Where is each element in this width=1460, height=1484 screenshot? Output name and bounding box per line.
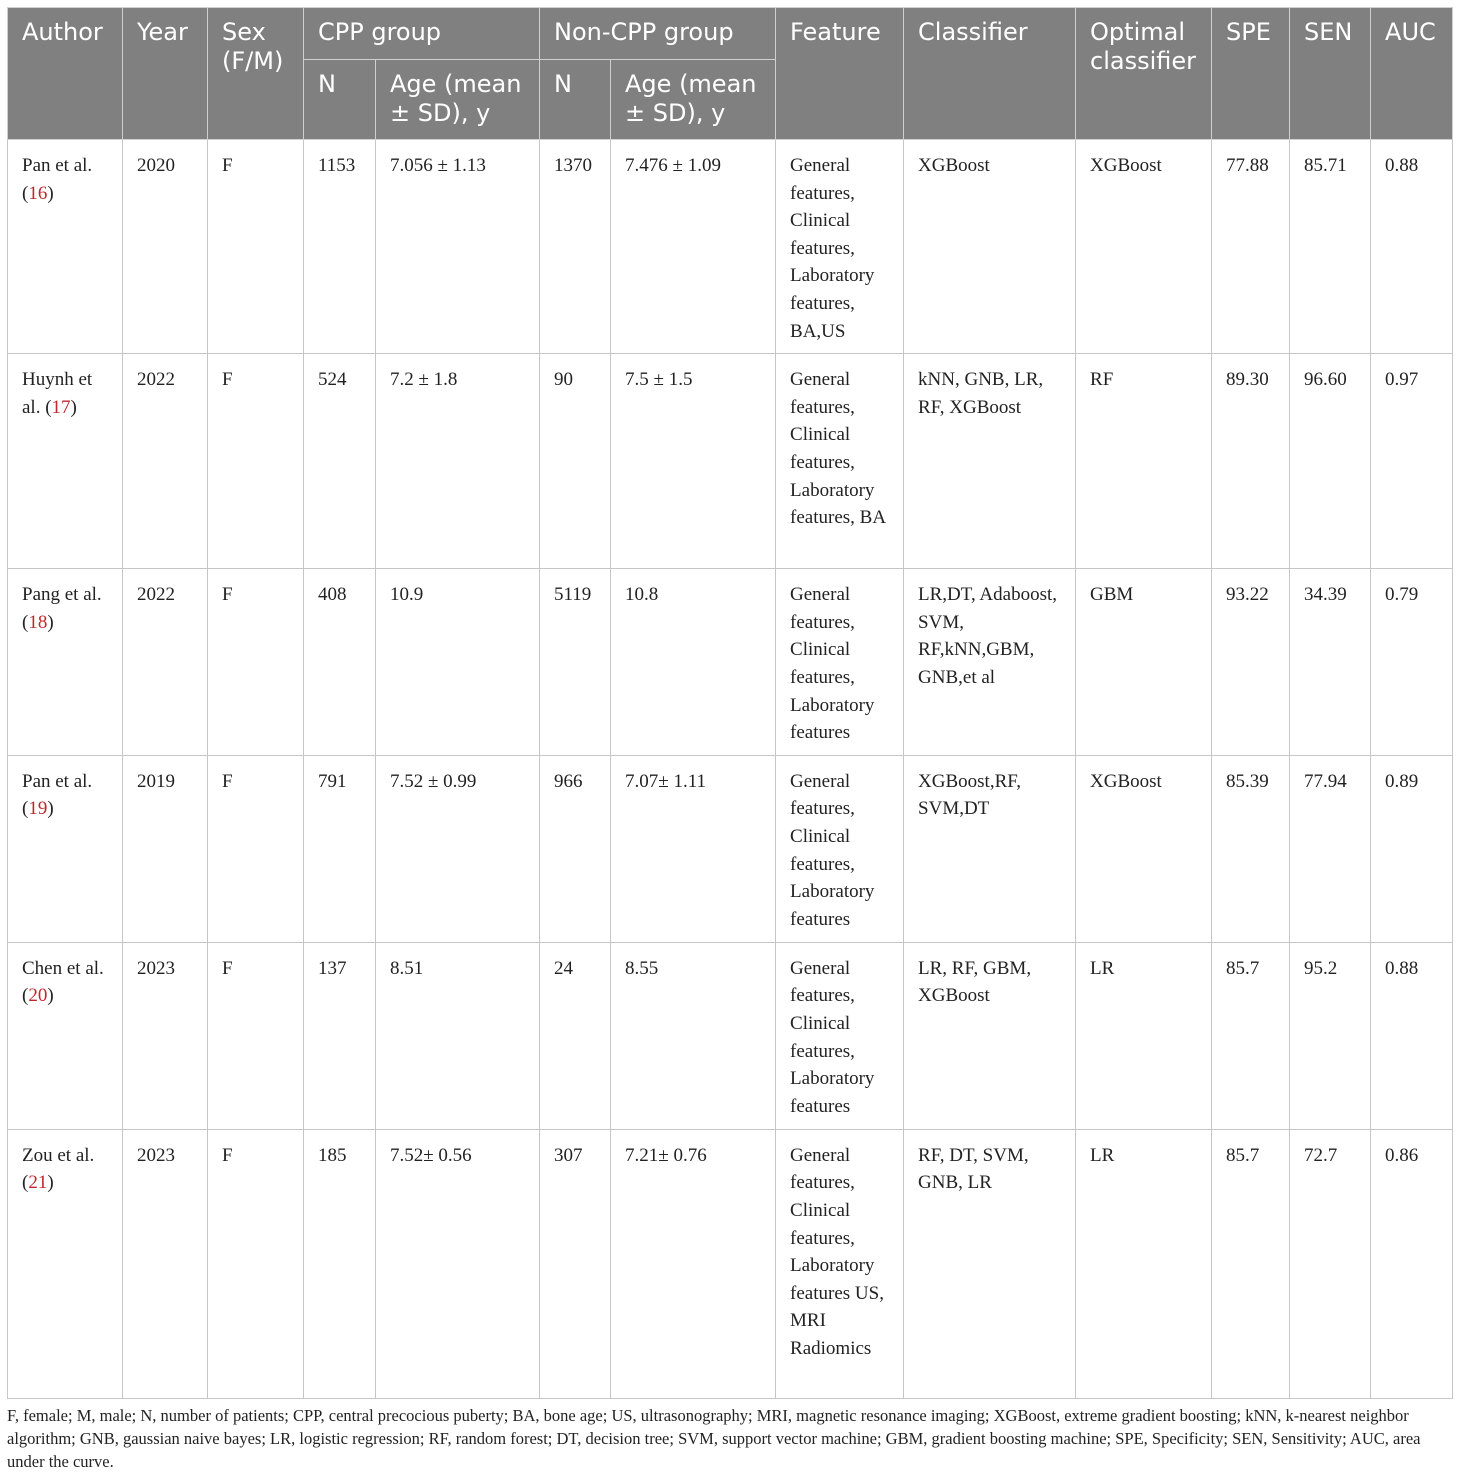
- cell-year: 2023: [123, 1129, 208, 1398]
- cell-non-cpp-n: 90: [540, 354, 611, 569]
- cell-cpp-n: 408: [304, 569, 376, 756]
- cell-cpp-n: 791: [304, 755, 376, 942]
- cell-classifier: LR,DT, Adaboost, SVM, RF,kNN,GBM, GNB,et al: [904, 569, 1076, 756]
- cell-spe: 89.30: [1212, 354, 1290, 569]
- reference-link[interactable]: 20: [28, 985, 48, 1007]
- cell-spe: 85.39: [1212, 755, 1290, 942]
- header-sex: Sex (F/M): [208, 8, 304, 140]
- cell-cpp-n: 137: [304, 942, 376, 1129]
- header-optimal-classifier: Optimal classifier: [1076, 8, 1212, 140]
- cell-sex: F: [208, 140, 304, 354]
- cell-feature: General features, Clinical features, Laboratory features, BA: [776, 354, 904, 569]
- cell-spe: 85.7: [1212, 942, 1290, 1129]
- table-row: [8, 354, 1453, 569]
- reference-link[interactable]: 21: [28, 1172, 48, 1194]
- cell-cpp-age: 7.52± 0.56: [376, 1129, 540, 1398]
- cell-non-cpp-age: 10.8: [611, 569, 776, 756]
- cell-author: Pan et al. (19): [8, 755, 123, 942]
- table-header: [8, 8, 1453, 140]
- cell-cpp-age: 7.2 ± 1.8: [376, 354, 540, 569]
- reference-link[interactable]: 17: [51, 396, 71, 418]
- cell-non-cpp-age: 7.21± 0.76: [611, 1129, 776, 1398]
- reference-link[interactable]: 16: [28, 182, 48, 204]
- cell-author: Huynh et al. (17): [8, 354, 123, 569]
- cell-spe: 77.88: [1212, 140, 1290, 354]
- cell-classifier: XGBoost: [904, 140, 1076, 354]
- cell-non-cpp-n: 5119: [540, 569, 611, 756]
- cell-year: 2022: [123, 569, 208, 756]
- header-spe: SPE: [1212, 8, 1290, 140]
- cell-author: Zou et al. (21): [8, 1129, 123, 1398]
- cell-sex: F: [208, 755, 304, 942]
- cell-feature: General features, Clinical features, Laboratory features: [776, 569, 904, 756]
- header-classifier: Classifier: [904, 8, 1076, 140]
- cell-year: 2020: [123, 140, 208, 354]
- cell-sen: 77.94: [1290, 755, 1371, 942]
- table-row: [8, 1129, 1453, 1398]
- study-table: [7, 7, 1453, 1399]
- cell-sen: 72.7: [1290, 1129, 1371, 1398]
- table-row: [8, 140, 1453, 354]
- cell-cpp-age: 7.52 ± 0.99: [376, 755, 540, 942]
- cell-cpp-age: 8.51: [376, 942, 540, 1129]
- cell-auc: 0.79: [1371, 569, 1453, 756]
- cell-sen: 34.39: [1290, 569, 1371, 756]
- header-non-cpp-n: N: [540, 60, 611, 140]
- cell-auc: 0.86: [1371, 1129, 1453, 1398]
- header-non-cpp-age: Age (mean ± SD), y: [611, 60, 776, 140]
- cell-sen: 96.60: [1290, 354, 1371, 569]
- header-sen: SEN: [1290, 8, 1371, 140]
- cell-optimal-classifier: XGBoost: [1076, 755, 1212, 942]
- cell-non-cpp-n: 966: [540, 755, 611, 942]
- cell-sex: F: [208, 942, 304, 1129]
- cell-sex: F: [208, 354, 304, 569]
- cell-feature: General features, Clinical features, Laboratory features, BA,US: [776, 140, 904, 354]
- cell-sex: F: [208, 1129, 304, 1398]
- table-container: [7, 7, 1452, 1399]
- header-cpp-group: CPP group: [304, 8, 540, 60]
- cell-non-cpp-n: 24: [540, 942, 611, 1129]
- cell-cpp-n: 185: [304, 1129, 376, 1398]
- cell-optimal-classifier: GBM: [1076, 569, 1212, 756]
- cell-feature: General features, Clinical features, Laboratory features US, MRI Radiomics: [776, 1129, 904, 1398]
- cell-non-cpp-age: 7.476 ± 1.09: [611, 140, 776, 354]
- cell-optimal-classifier: RF: [1076, 354, 1212, 569]
- header-non-cpp-group: Non-CPP group: [540, 8, 776, 60]
- cell-cpp-n: 1153: [304, 140, 376, 354]
- header-feature: Feature: [776, 8, 904, 140]
- table-row: [8, 569, 1453, 756]
- header-auc: AUC: [1371, 8, 1453, 140]
- header-cpp-n: N: [304, 60, 376, 140]
- cell-feature: General features, Clinical features, Laboratory features: [776, 942, 904, 1129]
- cell-author: Chen et al. (20): [8, 942, 123, 1129]
- header-year: Year: [123, 8, 208, 140]
- cell-classifier: kNN, GNB, LR, RF, XGBoost: [904, 354, 1076, 569]
- table-footnote: F, female; M, male; N, number of patients; CPP, central precocious puberty; BA, bone age; US, ultrasonography; MRI, magnetic resonance imaging; XGBoost, extreme gradient boosting; kNN, k-nearest neighbor algorithm; GNB, gaussian naive bayes; LR, logistic regression; RF, random forest; DT, decision tree; SVM, support vector machine; GBM, gradient boosting machine; SPE, Specificity; SEN, Sensitivity; AUC, area under the curve.: [7, 1406, 1421, 1471]
- table-row: [8, 942, 1453, 1129]
- cell-year: 2023: [123, 942, 208, 1129]
- cell-optimal-classifier: XGBoost: [1076, 140, 1212, 354]
- cell-spe: 93.22: [1212, 569, 1290, 756]
- cell-optimal-classifier: LR: [1076, 942, 1212, 1129]
- header-cpp-age: Age (mean ± SD), y: [376, 60, 540, 140]
- table-row: [8, 755, 1453, 942]
- table-body: [8, 140, 1453, 1399]
- cell-non-cpp-age: 7.07± 1.11: [611, 755, 776, 942]
- cell-cpp-age: 10.9: [376, 569, 540, 756]
- cell-classifier: XGBoost,RF, SVM,DT: [904, 755, 1076, 942]
- cell-classifier: LR, RF, GBM, XGBoost: [904, 942, 1076, 1129]
- cell-author: Pan et al. (16): [8, 140, 123, 354]
- cell-auc: 0.89: [1371, 755, 1453, 942]
- cell-cpp-age: 7.056 ± 1.13: [376, 140, 540, 354]
- reference-link[interactable]: 18: [28, 611, 48, 633]
- reference-link[interactable]: 19: [28, 798, 48, 820]
- cell-classifier: RF, DT, SVM, GNB, LR: [904, 1129, 1076, 1398]
- cell-non-cpp-n: 1370: [540, 140, 611, 354]
- cell-author: Pang et al. (18): [8, 569, 123, 756]
- cell-auc: 0.88: [1371, 140, 1453, 354]
- header-author: Author: [8, 8, 123, 140]
- cell-sex: F: [208, 569, 304, 756]
- cell-non-cpp-age: 8.55: [611, 942, 776, 1129]
- cell-feature: General features, Clinical features, Laboratory features: [776, 755, 904, 942]
- cell-auc: 0.97: [1371, 354, 1453, 569]
- cell-year: 2022: [123, 354, 208, 569]
- cell-sen: 85.71: [1290, 140, 1371, 354]
- cell-year: 2019: [123, 755, 208, 942]
- cell-non-cpp-n: 307: [540, 1129, 611, 1398]
- cell-cpp-n: 524: [304, 354, 376, 569]
- cell-auc: 0.88: [1371, 942, 1453, 1129]
- cell-spe: 85.7: [1212, 1129, 1290, 1398]
- cell-non-cpp-age: 7.5 ± 1.5: [611, 354, 776, 569]
- cell-optimal-classifier: LR: [1076, 1129, 1212, 1398]
- cell-sen: 95.2: [1290, 942, 1371, 1129]
